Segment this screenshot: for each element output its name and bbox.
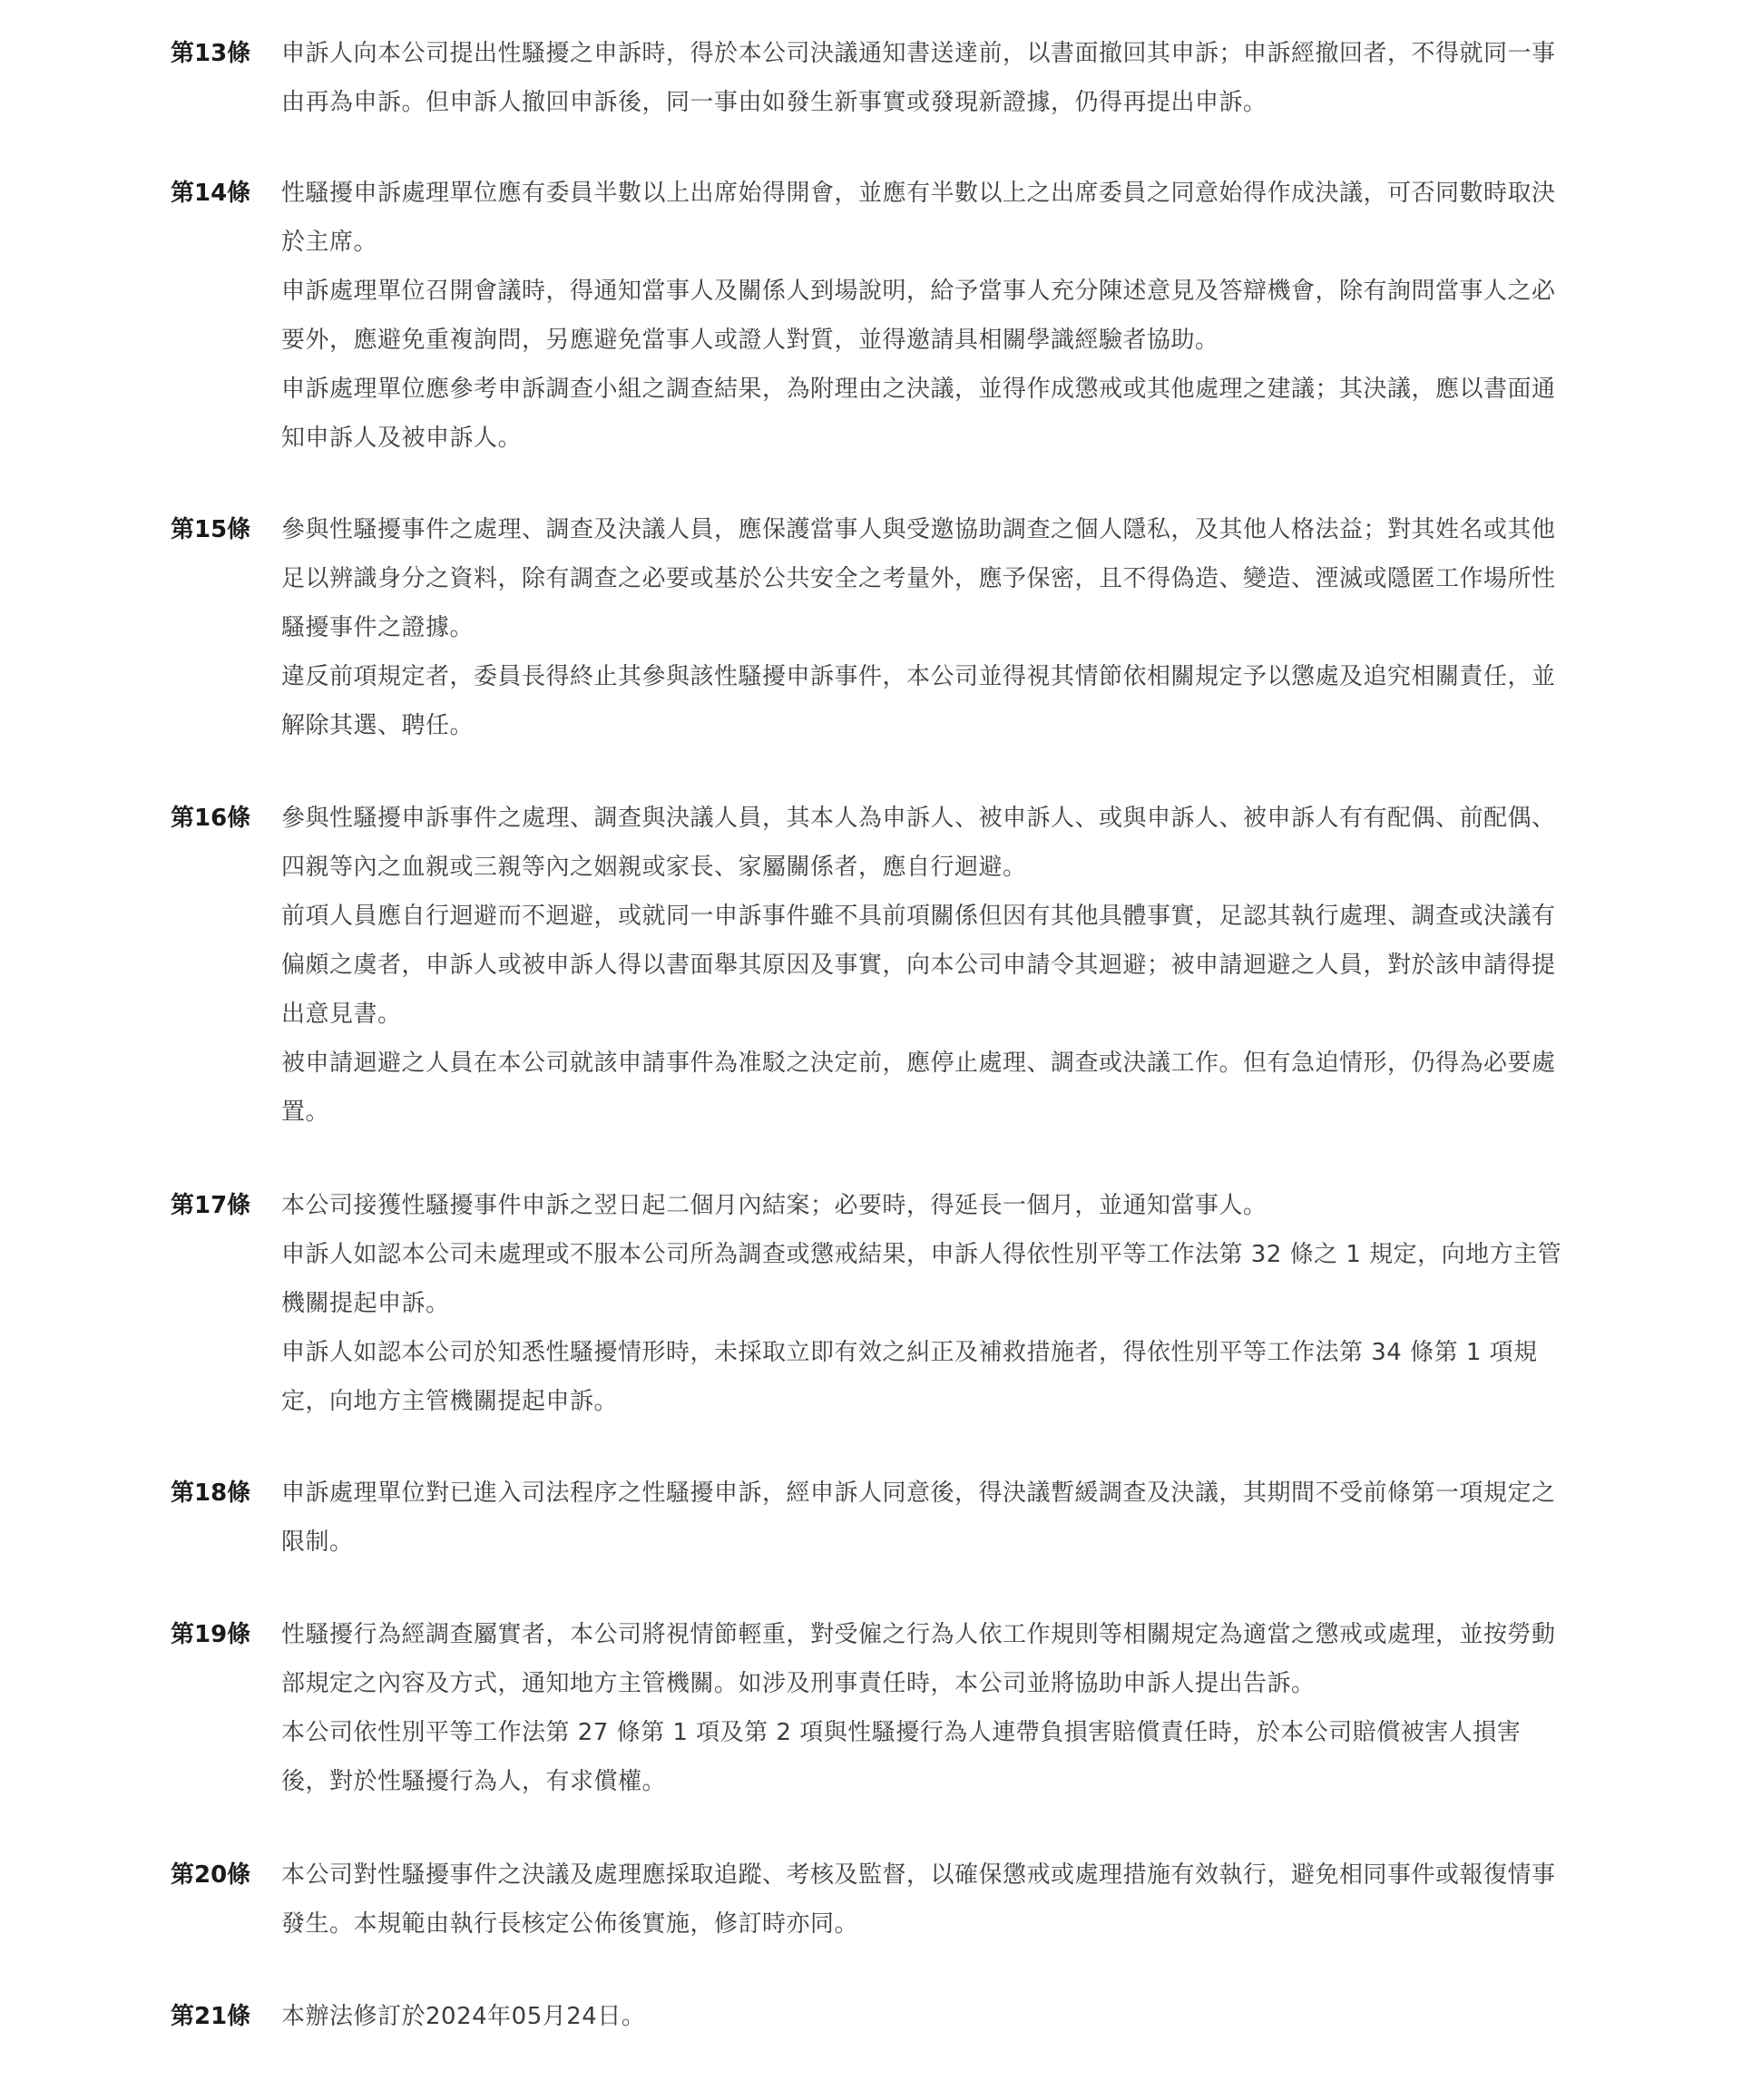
article-number: 第20條: [171, 1861, 251, 1889]
article-18: [171, 1469, 1568, 1567]
article-body: [281, 1181, 1568, 1426]
article-number: 第15條: [171, 516, 251, 543]
article-paragraph: 申訴處理單位對已進入司法程序之性騷擾申訴，經申訴人同意後，得決議暫緩調查及決議，其期間不受前條第一項規定之限制。: [281, 1480, 1556, 1556]
article-paragraph: 參與性騷擾申訴事件之處理、調查與決議人員，其本人為申訴人、被申訴人、或與申訴人、被申訴人有有配偶、前配偶、四親等內之血親或三親等內之姻親或家長、家屬關係者，應自行迴避。: [281, 805, 1556, 881]
article-13: [171, 29, 1568, 127]
article-15: [171, 505, 1568, 750]
article-paragraph: 被申請迴避之人員在本公司就該申請事件為准駁之決定前，應停止處理、調查或決議工作。但有急迫情形，仍得為必要處置。: [281, 1050, 1556, 1126]
article-paragraph: 申訴人向本公司提出性騷擾之申訴時，得於本公司決議通知書送達前，以書面撤回其申訴；申訴經撤回者，不得就同一事由再為申訴。但申訴人撤回申訴後，同一事由如發生新事實或發現新證據，仍得再提出申訴。: [281, 40, 1556, 116]
article-19: [171, 1610, 1568, 1806]
article-paragraph: 性騷擾申訴處理單位應有委員半數以上出席始得開會，並應有半數以上之出席委員之同意始得作成決議，可否同數時取決於主席。: [281, 180, 1556, 256]
article-paragraph: 本辦法修訂於2024年05月24日。: [281, 2003, 646, 2030]
article-paragraph: 本公司接獲性騷擾事件申訴之翌日起二個月內結案；必要時，得延長一個月，並通知當事人。: [281, 1192, 1267, 1219]
article-paragraph: 本公司依性別平等工作法第 27 條第 1 項及第 2 項與性騷擾行為人連帶負損害賠償責任時，於本公司賠償被害人損害後，對於性騷擾行為人，有求償權。: [281, 1719, 1522, 1795]
article-body: [281, 1851, 1568, 1949]
article-body: [281, 29, 1568, 127]
article-body: [281, 1610, 1568, 1806]
article-number: 第14條: [171, 180, 251, 207]
article-17: [171, 1181, 1568, 1426]
article-paragraph: 違反前項規定者，委員長得終止其參與該性騷擾申訴事件，本公司並得視其情節依相關規定予以懲處及追究相關責任，並解除其選、聘任。: [281, 663, 1556, 739]
article-paragraph: 本公司對性騷擾事件之決議及處理應採取追蹤、考核及監督，以確保懲戒或處理措施有效執行，避免相同事件或報復情事發生。本規範由執行長核定公佈後實施，修訂時亦同。: [281, 1861, 1556, 1938]
article-body: [281, 1992, 1568, 2041]
article-body: [281, 1469, 1568, 1567]
article-number: 第16條: [171, 805, 251, 832]
article-paragraph: 申訴處理單位召開會議時，得通知當事人及關係人到場說明，給予當事人充分陳述意見及答辯機會，除有詢問當事人之必要外，應避免重複詢問，另應避免當事人或證人對質，並得邀請具相關學識經驗者協助。: [281, 278, 1556, 354]
article-paragraph: 申訴處理單位應參考申訴調查小組之調查結果，為附理由之決議，並得作成懲戒或其他處理之建議；其決議，應以書面通知申訴人及被申訴人。: [281, 376, 1556, 452]
article-body: [281, 169, 1568, 463]
article-body: [281, 505, 1568, 750]
article-paragraph: 參與性騷擾事件之處理、調查及決議人員，應保護當事人與受邀協助調查之個人隱私，及其他人格法益；對其姓名或其他足以辨識身分之資料，除有調查之必要或基於公共安全之考量外，應予保密，且不得偽造、變造、湮滅或隱匿工作場所性騷擾事件之證據。: [281, 516, 1556, 641]
article-number: 第18條: [171, 1480, 251, 1507]
article-paragraph: 前項人員應自行迴避而不迴避，或就同一申訴事件雖不具前項關係但因有其他具體事實，足認其執行處理、調查或決議有偏頗之虞者，申訴人或被申訴人得以書面舉其原因及事實，向本公司申請令其迴避；被申請迴避之人員，對於該申請得提出意見書。: [281, 903, 1556, 1028]
article-number: 第13條: [171, 40, 251, 67]
article-20: [171, 1851, 1568, 1949]
article-16: [171, 794, 1568, 1137]
article-number: 第17條: [171, 1192, 251, 1219]
article-paragraph: 性騷擾行為經調查屬實者，本公司將視情節輕重，對受僱之行為人依工作規則等相關規定為適當之懲戒或處理，並按勞動部規定之內容及方式，通知地方主管機關。如涉及刑事責任時，本公司並將協助申訴人提出告訴。: [281, 1621, 1556, 1697]
article-14: [171, 169, 1568, 463]
article-paragraph: 申訴人如認本公司於知悉性騷擾情形時，未採取立即有效之糾正及補救措施者，得依性別平等工作法第 34 條第 1 項規定，向地方主管機關提起申訴。: [281, 1339, 1538, 1415]
article-21: [171, 1992, 1568, 2041]
article-number: 第21條: [171, 2003, 251, 2030]
article-paragraph: 申訴人如認本公司未處理或不服本公司所為調查或懲戒結果，申訴人得依性別平等工作法第 32 條之 1 規定，向地方主管機關提起申訴。: [281, 1241, 1562, 1317]
article-body: [281, 794, 1568, 1137]
article-number: 第19條: [171, 1621, 251, 1648]
